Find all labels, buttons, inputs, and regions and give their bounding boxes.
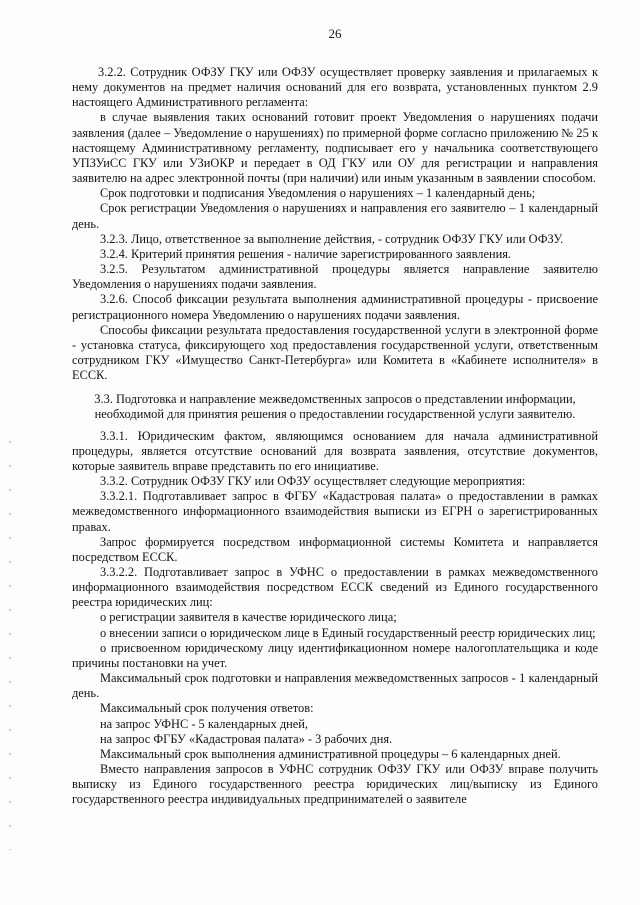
page-number: 26 [328,26,342,41]
list-item-inn-kpp: о присвоенном юридическому лицу идентификационном номере налогоплательщика и коде причины постановки на учет. [72,640,598,670]
document-body [72,65,598,808]
section-heading-3-3: 3.3. Подготовка и направление межведомственных запросов о представлении информации, необходимой для принятия решения о предоставлении государственной услуги заявителю. [94,392,576,422]
list-item-kadastr-response: на запрос ФГБУ «Кадастровая палата» - 3 рабочих дня. [100,731,393,746]
list-item-ufns-response: на запрос УФНС - 5 календарных дней, [100,716,309,731]
paragraph-max-procedure-time: Максимальный срок выполнения административной процедуры – 6 календарных дней. [100,746,561,761]
paragraph-3-2-3: 3.2.3. Лицо, ответственное за выполнение действия, - сотрудник ОФЗУ ГКУ или ОФЗУ. [100,231,564,246]
paragraph-3-2-5: 3.2.5. Результатом административной процедуры является направление заявителю Уведомления о нарушениях подачи заявления. [72,262,598,292]
paragraph-electronic-fixation: Способы фиксации результата предоставления государственной услуги в электронной форме - установка статуса, фиксирующего ход предоставления государственной услуги, ответственным сотрудником ГКУ «Имущество Санкт-Петербурга» или Комитета в «Кабинете исполнителя» в ЕССК. [72,322,598,383]
paragraph-max-response-time: Максимальный срок получения ответов: [100,701,314,716]
paragraph-3-3-2-2: 3.3.2.2. Подготавливает запрос в УФНС о предоставлении в рамках межведомственного информационного взаимодействия посредством ЕССК сведений из Единого государственного реестра юридических лиц: [72,565,598,610]
paragraph-registration-deadline: Срок регистрации Уведомления о нарушениях и направления его заявителю – 1 календарный день. [72,201,598,231]
scan-margin-dots [8,430,12,850]
paragraph-3-3-1: 3.3.1. Юридическим фактом, являющимся основанием для начала административной процедуры, является отсутствие оснований для возврата заявления, отсутствие документов, которые заявитель вправе представить по его инициативе. [72,428,598,473]
paragraph-3-2-6: 3.2.6. Способ фиксации результата выполнения административной процедуры - присвоение регистрационного номера Уведомлению о нарушениях подачи заявления. [72,292,598,322]
paragraph-max-request-time: Максимальный срок подготовки и направления межведомственных запросов - 1 календарный день. [72,671,598,701]
paragraph-3-2-2: 3.2.2. Сотрудник ОФЗУ ГКУ или ОФЗУ осуществляет проверку заявления и прилагаемых к нему документов на предмет наличия оснований для его возврата, установленных пунктом 2.9 настоящего Административного регламента: [72,65,598,110]
list-item-registration: о регистрации заявителя в качестве юридического лица; [100,610,397,625]
paragraph-3-3-2: 3.3.2. Сотрудник ОФЗУ ГКУ или ОФЗУ осуществляет следующие мероприятия: [100,474,526,489]
paragraph-request-formation: Запрос формируется посредством информационной системы Комитета и направляется посредством ЕССК. [72,534,598,564]
paragraph-notice-preparation: в случае выявления таких оснований готовит проект Уведомления о нарушениях подачи заявления (далее – Уведомление о нарушениях) по примерной форме согласно приложению № 25 к настоящему Административному регламенту, подписывает его у начальника соответствующего УПЗУиСС ГКУ или УЗиОКР и передает в ОД ГКУ или ОУ для регистрации и направления заявителю на адрес электронной почты (при наличии) или иным указанным в заявлении способом. [72,110,598,186]
paragraph-3-2-4: 3.2.4. Критерий принятия решения - наличие зарегистрированного заявления. [100,246,512,261]
list-item-record-entry: о внесении записи о юридическом лице в Единый государственный реестр юридических лиц; [100,625,596,640]
paragraph-3-3-2-1: 3.3.2.1. Подготавливает запрос в ФГБУ «Кадастровая палата» о предоставлении в рамках межведомственного информационного взаимодействия выписки из ЕГРН о зарегистрированных правах. [72,489,598,534]
paragraph-extract-alternative: Вместо направления запросов в УФНС сотрудник ОФЗУ ГКУ или ОФЗУ вправе получить выписку из Единого государственного реестра юридических лиц/выписку из Единого государственного реестра индивидуальных предпринимателей о заявителе [72,762,598,807]
paragraph-signing-deadline: Срок подготовки и подписания Уведомления о нарушениях – 1 календарный день; [100,186,536,201]
